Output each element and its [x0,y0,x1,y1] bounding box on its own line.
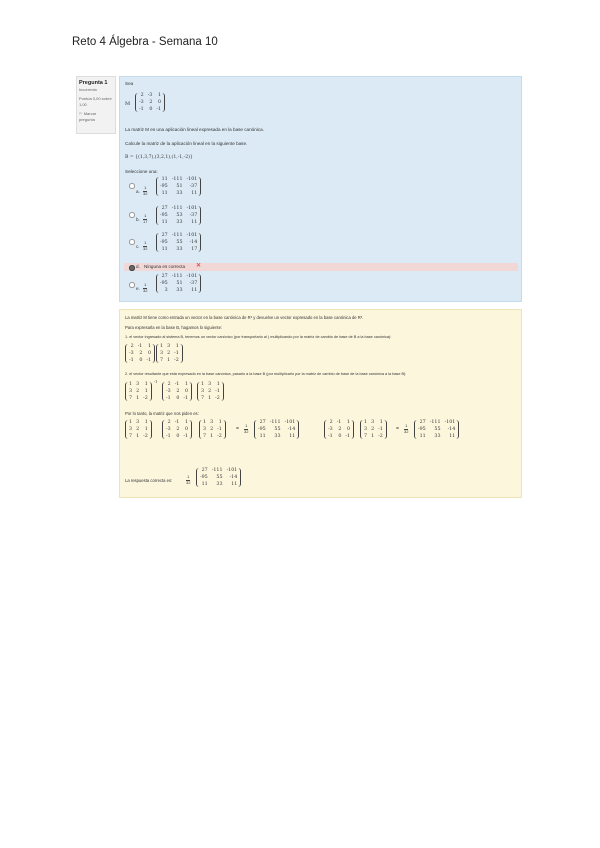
matrix-cell: 1 [364,420,368,425]
matrix-cell: 1 [218,420,222,425]
matrix-cell: 1 [203,420,207,425]
matrix-cell: 33 [216,482,223,487]
matrix-cell: 2 [371,427,375,432]
matrix-cell: 2 [329,420,333,425]
matrix-cell: -1 [137,344,143,349]
matrix-cell: -1 [174,382,180,387]
matrix-cell: 7 [203,434,207,439]
matrix-cell: 1 [185,382,189,387]
matrix-cell: 2 [130,344,134,349]
feedback: La matriz M tiene como entrada un vector en la base canónica de R³ y devuelve un vector expresado en la base canónica de R³. Para expresarla en la base B, hagamos lo siguiente: 1. el vector ingresado al sistema B, tenemos un vector canónico (por transportarlo al ) multiplicando por la matriz de cambio de base de B a la base canónica): 2 -1 1 -3 2 0 -1 0 -1 1 3 1 3 2 -1 7 1 -2 2. el vector resultante que está expresado en la base canónica, pasarlo a la base B (por multiplicarlo por la matriz de cambio de base de la base canónica a la base B): 1 3 1 3 2 1 7 1 -2 -1 2 -1 1 -3 2 0 -1 0 -1 1 3 1 3 2 -1 7 1 -2 Por lo tanto, la matriz que nos piden es: 1 3 1 3 2 1 7 1 -2 2 -1 1 -3 2 0 -1 0 -1 1 3 1 3 2 -1 7 1 -2 = $\frac{1}{32}$ 27 -111 -101 -95 55 -14 11 33 11 2 -1 1 -3 2 0 -1 0 -1 1 3 1 3 2 -1 7 1 -2 = $\frac{1}{32}$ 27 -111 -101 -95 55 -14 11 33 11 La respuesta correcta es: $\frac{1}{32}$ 27 -111 -101 -95 55 -14 11 33 11 [119,309,522,498]
matrix-cell: 11 [161,247,168,252]
matrix-cell: 17 [191,247,198,252]
incorrect-icon: ✕ [196,263,202,269]
matrix-cell: 1 [158,93,162,98]
matrix-cell: 3 [371,420,375,425]
matrix-cell: 51 [176,184,183,189]
matrix-cell: -1 [345,434,351,439]
matrix-cell: 11 [289,434,296,439]
matrix-cell: -14 [229,475,238,480]
matrix-cell: 2 [136,389,140,394]
matrix-cell: 0 [148,351,152,356]
select-one-label: Seleccione una: [125,169,158,174]
matrix-cell: 11 [259,434,266,439]
matrix-cell: 2 [208,389,212,394]
question-statement: La matriz M es una aplicación lineal expresada en la base canónica. [125,127,264,132]
feedback-step-1: 1. el vector ingresado al sistema B, tenemos un vector canónico (por transportarlo al ) multiplicando por la matriz de cambio de base de B a la base canónica): [125,335,392,339]
matrix-cell: 0 [158,100,162,105]
matrix-cell: 1 [167,358,171,363]
matrix-cell: 27 [259,420,266,425]
matrix-cell: 3 [364,427,368,432]
matrix-cell: -14 [287,427,296,432]
matrix-cell: 1 [210,434,214,439]
matrix-cell: -111 [429,420,441,425]
matrix-cell: 3 [203,427,207,432]
matrix-cell: -2 [143,396,148,401]
matrix-cell: 2 [167,351,171,356]
matrix-cell: -1 [156,107,162,112]
basis: B = {(1,3,7),(3,2,1),(1,-1,-2)} [125,155,193,160]
matrix-cell: 7 [364,434,368,439]
matrix-cell: 0 [176,396,180,401]
step3-result-matrix [414,420,459,439]
matrix-cell: -1 [378,427,383,432]
matrix-cell: -2 [174,358,179,363]
matrix-cell: 55 [176,240,183,245]
matrix-cell: 33 [176,220,183,225]
question-info [76,76,116,134]
matrix-cell: -37 [189,213,198,218]
step2-matrix-m [162,382,192,401]
feedback-step-2: 2. el vector resultante que está expresado en la base canónica, pasarlo a la base B (por multiplicarlo por la matriz de cambio de base de la base canónica a la base B): [125,372,407,376]
option-b-matrix [156,206,201,225]
matrix-cell: -101 [186,233,198,238]
matrix-cell: 1 [129,420,133,425]
matrix-cell: -37 [189,281,198,286]
matrix-cell: 0 [139,358,143,363]
matrix-cell: 11 [191,288,198,293]
matrix-cell: -2 [378,434,383,439]
feedback-line-2: Para expresarla en la base B, hagamos lo siguiente: [125,325,223,330]
matrix-cell: -95 [160,240,168,245]
matrix-cell: -101 [284,420,296,425]
matrix-cell: -2 [217,434,222,439]
matrix-cell: 1 [216,382,220,387]
matrix-cell: 1 [144,389,148,394]
matrix-cell: -3 [147,93,153,98]
option-e-letter: e. [136,286,140,291]
matrix-cell: 11 [161,191,168,196]
matrix-cell: 27 [201,468,208,473]
matrix-cell: 7 [160,358,164,363]
step1-matrix-b [156,344,183,363]
matrix-cell: -1 [166,434,171,439]
matrix-cell: 2 [338,427,342,432]
matrix-cell: 27 [161,274,168,279]
matrix-cell: -101 [226,468,238,473]
answer-fraction: $\frac{1}{32}$ [186,474,191,485]
matrix-cell: 27 [161,233,168,238]
matrix-cell: -1 [217,427,222,432]
matrix-cell: 7 [129,396,133,401]
matrix-cell: 33 [176,191,183,196]
option-e-matrix [156,274,201,293]
matrix-cell: 1 [371,434,375,439]
matrix-cell: 3 [129,389,133,394]
question-score: Puntúa 0,00 sobre 1,00 [79,96,112,107]
matrix-cell: 2 [176,427,180,432]
question-number: Pregunta 1 [79,80,108,86]
option-a-matrix [156,177,201,196]
matrix-cell: 2 [139,351,143,356]
matrix-label: M [125,101,131,107]
matrix-cell: -14 [447,427,456,432]
option-c-radio[interactable] [129,239,135,245]
option-c-letter: c. [136,244,140,249]
inverse-exponent: -1 [154,380,158,384]
matrix-cell: -101 [186,206,198,211]
matrix-cell: 33 [274,434,281,439]
matrix-cell: 55 [274,427,281,432]
matrix-cell: 11 [201,482,208,487]
matrix-cell: -37 [189,184,198,189]
matrix-cell: 1 [136,396,140,401]
matrix-cell: 11 [191,191,198,196]
matrix-cell: -95 [200,475,208,480]
matrix-cell: -3 [129,351,134,356]
matrix-cell: 1 [144,420,148,425]
matrix-cell: -1 [174,351,179,356]
matrix-cell: 1 [208,396,212,401]
matrix-cell: 3 [210,420,214,425]
matrix-cell: -95 [160,213,168,218]
matrix-cell: 1 [160,344,164,349]
option-b-letter: b. [136,217,140,222]
matrix-cell: -2 [215,396,220,401]
matrix-cell: 11 [191,220,198,225]
matrix-cell: 0 [185,427,189,432]
matrix-cell: 3 [164,288,168,293]
flag-icon: ⚐ [79,111,83,116]
matrix-cell: -101 [186,274,198,279]
matrix-cell: -95 [418,427,426,432]
option-b-radio[interactable] [129,212,135,218]
matrix-cell: 3 [208,382,212,387]
matrix-cell: 2 [149,100,153,105]
matrix-cell: -3 [139,100,144,105]
matrix-cell: 0 [185,389,189,394]
matrix-cell: -95 [258,427,266,432]
option-a-radio[interactable] [129,183,135,189]
matrix-cell: -1 [336,420,342,425]
matrix-cell: -111 [211,468,223,473]
option-e-radio[interactable] [129,282,135,288]
matrix-cell: 2 [210,427,214,432]
option-a-coefficient: $\frac{1}{32}$ [143,185,148,196]
matrix-cell: 0 [347,427,351,432]
option-c-matrix [156,233,201,252]
option-d-text: Ninguna es correcta [144,264,186,269]
matrix-cell: 1 [347,420,351,425]
matrix-cell: 3 [136,382,140,387]
matrix-cell: 2 [167,382,171,387]
matrix-cell: 2 [140,93,144,98]
matrix-cell: 3 [167,344,171,349]
step2-matrix-b2 [197,382,224,401]
matrix-cell: 3 [201,389,205,394]
matrix-cell: -111 [269,420,281,425]
matrix-cell: 11 [161,220,168,225]
matrix-cell: 55 [434,427,441,432]
step1-matrix-m [125,344,155,363]
matrix-cell: -1 [183,434,189,439]
matrix-cell: 1 [185,420,189,425]
matrix-cell: -1 [183,396,189,401]
step3-adjugate [254,420,299,439]
matrix-cell: 11 [161,177,168,182]
document-title: Reto 4 Álgebra - Semana 10 [72,36,218,48]
option-c-coefficient: $\frac{1}{32}$ [143,240,148,251]
matrix-cell: -1 [166,396,171,401]
question-instruction: Calcule la matriz de la aplicación lineal en la siguiente base. [125,141,248,146]
matrix-cell: 7 [201,396,205,401]
step3-matrix-b3 [360,420,387,439]
matrix-cell: 1 [148,344,152,349]
matrix-cell: -95 [160,281,168,286]
matrix-m [135,93,165,112]
matrix-cell: 33 [434,434,441,439]
question-content [119,76,522,302]
step3-matrix-b-inverse [125,420,152,439]
matrix-cell: 3 [136,420,140,425]
matrix-cell: -1 [328,434,333,439]
option-d-radio[interactable] [129,265,135,271]
answer-matrix [196,468,241,487]
matrix-cell: 2 [167,420,171,425]
matrix-cell: -111 [171,177,183,182]
matrix-cell: -14 [189,240,198,245]
step3-matrix-m2 [324,420,354,439]
matrix-cell: -3 [166,427,171,432]
matrix-cell: -1 [174,420,180,425]
step3-matrix-b [199,420,226,439]
matrix-cell: -1 [215,389,220,394]
matrix-cell: -1 [146,358,152,363]
matrix-cell: 27 [161,206,168,211]
flag-question-label: Marcar pregunta [79,111,97,122]
option-a-letter: a. [136,189,140,194]
feedback-line-1: La matriz M tiene como entrada un vector en la base canónica de R³ y devuelve un vector expresado en la base canónica de R³. [125,315,364,320]
matrix-cell: 11 [419,434,426,439]
matrix-cell: -3 [328,427,333,432]
matrix-cell: 2 [136,427,140,432]
matrix-cell: 33 [176,288,183,293]
matrix-cell: 53 [176,213,183,218]
question-status: Incorrecta [79,87,97,92]
matrix-cell: -1 [129,358,134,363]
matrix-cell: -95 [160,184,168,189]
matrix-cell: 1 [129,382,133,387]
step3-result-fraction: $\frac{1}{32}$ [404,423,409,434]
step3-fraction: $\frac{1}{32}$ [244,423,249,434]
matrix-cell: 11 [449,434,456,439]
matrix-cell: -111 [171,206,183,211]
feedback-step-3: Por lo tanto, la matriz que nos piden es: [125,411,199,416]
answer-label: La respuesta correcta es: [125,478,173,483]
matrix-cell: -101 [186,177,198,182]
matrix-cell: 1 [144,427,148,432]
matrix-cell: 3 [160,351,164,356]
matrix-cell: 33 [176,247,183,252]
matrix-cell: -111 [171,274,183,279]
matrix-cell: 1 [201,382,205,387]
matrix-cell: 3 [129,427,133,432]
matrix-cell: 7 [129,434,133,439]
matrix-cell: 1 [136,434,140,439]
matrix-cell: 0 [338,434,342,439]
matrix-cell: -3 [166,389,171,394]
matrix-cell: 1 [144,382,148,387]
matrix-cell: 0 [149,107,153,112]
matrix-cell: -111 [171,233,183,238]
step2-matrix-b [125,382,152,401]
matrix-cell: 1 [175,344,179,349]
option-b-coefficient: $\frac{1}{17}$ [143,213,148,224]
matrix-cell: -2 [143,434,148,439]
matrix-cell: -1 [139,107,144,112]
matrix-cell: 0 [176,434,180,439]
matrix-cell: 2 [176,389,180,394]
matrix-cell: 51 [176,281,183,286]
flag-question-link[interactable] [79,111,113,123]
step3-matrix-m [162,420,192,439]
question-intro: Sea [125,81,134,86]
option-d-letter: d. [136,264,140,269]
matrix-cell: 55 [216,475,223,480]
matrix-cell: 11 [231,482,238,487]
matrix-cell: -101 [444,420,456,425]
option-e-coefficient: $\frac{1}{32}$ [143,282,148,293]
matrix-cell: 1 [379,420,383,425]
matrix-cell: 27 [419,420,426,425]
